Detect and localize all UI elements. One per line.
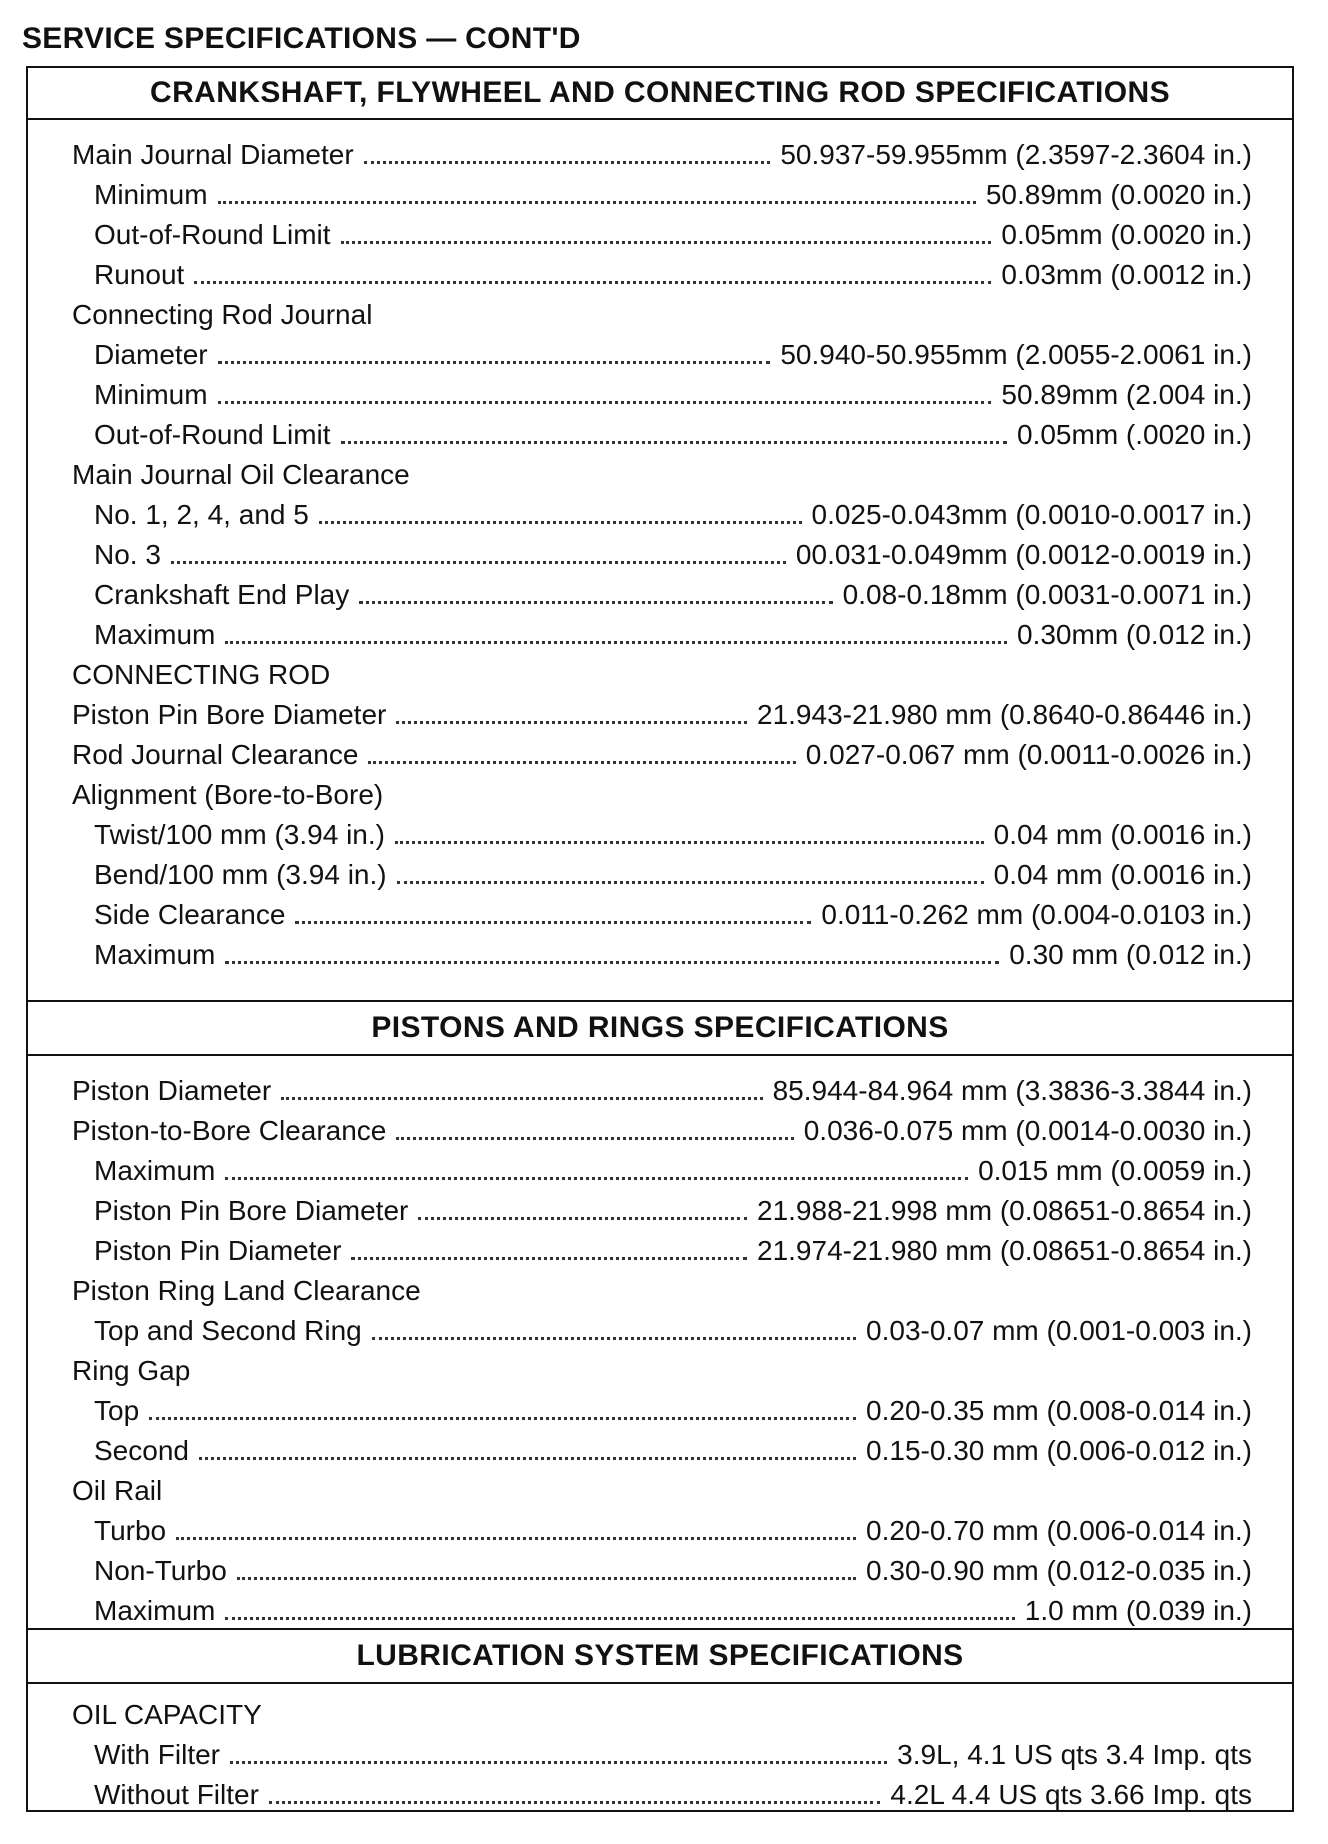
section-rows-lubrication xyxy=(72,1692,1252,1812)
dot-leader xyxy=(372,1336,856,1340)
spec-value: 0.03-0.07 mm (0.001-0.003 in.) xyxy=(866,1315,1252,1346)
dot-leader xyxy=(149,1416,856,1420)
spec-row xyxy=(72,1548,1252,1588)
section-rows-pistons xyxy=(72,1068,1252,1628)
spec-label: Twist/100 mm (3.94 in.) xyxy=(94,819,385,850)
dot-leader xyxy=(225,640,1007,644)
spec-label: Oil Rail xyxy=(72,1475,163,1506)
spec-value: 0.08-0.18mm (0.0031-0.0071 in.) xyxy=(842,579,1252,610)
dot-leader xyxy=(418,1216,747,1220)
dot-leader xyxy=(218,400,992,404)
spec-label: No. 3 xyxy=(94,539,161,570)
spec-label: Rod Journal Clearance xyxy=(72,739,359,770)
spec-label: Piston-to-Bore Clearance xyxy=(72,1115,387,1146)
spec-value: 0.05mm (0.0020 in.) xyxy=(1001,219,1252,250)
dot-leader xyxy=(199,1456,856,1460)
spec-group-heading xyxy=(72,1348,1252,1388)
spec-value: 0.30mm (0.012 in.) xyxy=(1017,619,1252,650)
spec-label: Top xyxy=(94,1395,140,1426)
dot-leader xyxy=(237,1576,856,1580)
spec-label: Second xyxy=(94,1435,189,1466)
spec-value: 21.974-21.980 mm (0.08651-0.8654 in.) xyxy=(757,1235,1252,1266)
dot-leader xyxy=(176,1536,856,1540)
spec-value: 0.20-0.35 mm (0.008-0.014 in.) xyxy=(866,1395,1252,1426)
dot-leader xyxy=(281,1096,762,1100)
spec-label: Piston Pin Bore Diameter xyxy=(94,1195,409,1226)
spec-value: 0.04 mm (0.0016 in.) xyxy=(993,859,1252,890)
spec-row xyxy=(72,612,1252,652)
spec-row xyxy=(72,1428,1252,1468)
spec-row xyxy=(72,1188,1252,1228)
spec-label: Crankshaft End Play xyxy=(94,579,350,610)
specifications-table xyxy=(26,66,1294,1812)
spec-label: Piston Pin Bore Diameter xyxy=(72,699,387,730)
spec-row xyxy=(72,532,1252,572)
section-rows-crankshaft xyxy=(72,132,1252,972)
spec-row xyxy=(72,932,1252,972)
dot-leader xyxy=(396,1136,793,1140)
spec-group-heading xyxy=(72,1268,1252,1308)
spec-label: Top and Second Ring xyxy=(94,1315,362,1346)
dot-leader xyxy=(225,960,999,964)
spec-value: 0.03mm (0.0012 in.) xyxy=(1001,259,1252,290)
spec-row xyxy=(72,1388,1252,1428)
spec-value: 50.937-59.955mm (2.3597-2.3604 in.) xyxy=(780,139,1252,170)
dot-leader xyxy=(194,280,991,284)
dot-leader xyxy=(319,520,802,524)
dot-leader xyxy=(351,1256,747,1260)
spec-row xyxy=(72,132,1252,172)
spec-value: 85.944-84.964 mm (3.3836-3.3844 in.) xyxy=(772,1075,1252,1106)
spec-label: Ring Gap xyxy=(72,1355,191,1386)
spec-value: 0.027-0.067 mm (0.0011-0.0026 in.) xyxy=(805,739,1252,770)
section-header-pistons: PISTONS AND RINGS SPECIFICATIONS xyxy=(28,1000,1292,1056)
spec-label: No. 1, 2, 4, and 5 xyxy=(94,499,309,530)
spec-value: 0.025-0.043mm (0.0010-0.0017 in.) xyxy=(811,499,1252,530)
spec-label: Piston Ring Land Clearance xyxy=(72,1275,421,1306)
dot-leader xyxy=(397,880,984,884)
spec-label: Maximum xyxy=(94,1155,216,1186)
spec-label: Piston Diameter xyxy=(72,1075,272,1106)
spec-value: 1.0 mm (0.039 in.) xyxy=(1024,1595,1252,1626)
spec-label: Maximum xyxy=(94,1595,216,1626)
spec-label: With Filter xyxy=(94,1739,220,1770)
spec-row xyxy=(72,1508,1252,1548)
dot-leader xyxy=(341,440,1007,444)
dot-leader xyxy=(396,720,747,724)
spec-label: Main Journal Diameter xyxy=(72,139,354,170)
spec-row xyxy=(72,572,1252,612)
spec-row xyxy=(72,332,1252,372)
spec-label: OIL CAPACITY xyxy=(72,1699,262,1730)
spec-row xyxy=(72,732,1252,772)
spec-row xyxy=(72,1108,1252,1148)
dot-leader xyxy=(171,560,786,564)
dot-leader xyxy=(364,160,771,164)
dot-leader xyxy=(230,1760,887,1764)
spec-value: 50.89mm (2.004 in.) xyxy=(1001,379,1252,410)
spec-value: 0.20-0.70 mm (0.006-0.014 in.) xyxy=(866,1515,1252,1546)
spec-value: 21.943-21.980 mm (0.8640-0.86446 in.) xyxy=(757,699,1252,730)
spec-row xyxy=(72,1588,1252,1628)
spec-value: 0.036-0.075 mm (0.0014-0.0030 in.) xyxy=(803,1115,1252,1146)
spec-row xyxy=(72,1068,1252,1108)
spec-label: Maximum xyxy=(94,939,216,970)
spec-label: Diameter xyxy=(94,339,208,370)
spec-value: 4.2L 4.4 US qts 3.66 Imp. qts xyxy=(890,1779,1252,1810)
spec-row xyxy=(72,812,1252,852)
spec-group-heading xyxy=(72,652,1252,692)
spec-label: Out-of-Round Limit xyxy=(94,219,331,250)
spec-row xyxy=(72,372,1252,412)
spec-row xyxy=(72,1228,1252,1268)
spec-group-heading xyxy=(72,1468,1252,1508)
spec-value: 3.9L, 4.1 US qts 3.4 Imp. qts xyxy=(897,1739,1252,1770)
spec-label: Without Filter xyxy=(94,1779,259,1810)
spec-value: 0.30-0.90 mm (0.012-0.035 in.) xyxy=(866,1555,1252,1586)
spec-value: 50.89mm (0.0020 in.) xyxy=(985,179,1252,210)
spec-value: 0.011-0.262 mm (0.004-0.0103 in.) xyxy=(821,899,1252,930)
spec-label: CONNECTING ROD xyxy=(72,659,331,690)
spec-row xyxy=(72,692,1252,732)
spec-label: Connecting Rod Journal xyxy=(72,299,373,330)
spec-value: 00.031-0.049mm (0.0012-0.0019 in.) xyxy=(795,539,1252,570)
spec-value: 0.015 mm (0.0059 in.) xyxy=(978,1155,1252,1186)
spec-group-heading xyxy=(72,1692,1252,1732)
spec-label: Alignment (Bore-to-Bore) xyxy=(72,779,384,810)
dot-leader xyxy=(341,240,992,244)
dot-leader xyxy=(269,1800,880,1804)
spec-label: Side Clearance xyxy=(94,899,286,930)
spec-row xyxy=(72,1772,1252,1812)
dot-leader xyxy=(225,1176,968,1180)
spec-label: Piston Pin Diameter xyxy=(94,1235,342,1266)
spec-row xyxy=(72,172,1252,212)
spec-row xyxy=(72,212,1252,252)
dot-leader xyxy=(218,200,976,204)
spec-row xyxy=(72,1148,1252,1188)
page-title: SERVICE SPECIFICATIONS — CONT'D xyxy=(22,22,581,55)
spec-label: Minimum xyxy=(94,379,208,410)
dot-leader xyxy=(368,760,795,764)
spec-label: Minimum xyxy=(94,179,208,210)
dot-leader xyxy=(359,600,832,604)
spec-value: 0.15-0.30 mm (0.006-0.012 in.) xyxy=(866,1435,1252,1466)
spec-group-heading xyxy=(72,772,1252,812)
dot-leader xyxy=(395,840,984,844)
spec-row xyxy=(72,412,1252,452)
dot-leader xyxy=(295,920,811,924)
spec-value: 50.940-50.955mm (2.0055-2.0061 in.) xyxy=(780,339,1252,370)
spec-row xyxy=(72,1732,1252,1772)
spec-row xyxy=(72,852,1252,892)
dot-leader xyxy=(225,1616,1014,1620)
spec-row xyxy=(72,492,1252,532)
spec-value: 0.30 mm (0.012 in.) xyxy=(1009,939,1252,970)
spec-row xyxy=(72,892,1252,932)
spec-value: 0.04 mm (0.0016 in.) xyxy=(993,819,1252,850)
spec-group-heading xyxy=(72,452,1252,492)
spec-label: Maximum xyxy=(94,619,216,650)
dot-leader xyxy=(218,360,771,364)
spec-label: Main Journal Oil Clearance xyxy=(72,459,410,490)
spec-label: Runout xyxy=(94,259,185,290)
section-header-crankshaft: CRANKSHAFT, FLYWHEEL AND CONNECTING ROD SPECIFICATIONS xyxy=(28,68,1292,120)
spec-label: Non-Turbo xyxy=(94,1555,227,1586)
spec-row xyxy=(72,252,1252,292)
spec-label: Turbo xyxy=(94,1515,167,1546)
spec-value: 0.05mm (.0020 in.) xyxy=(1017,419,1252,450)
spec-label: Out-of-Round Limit xyxy=(94,419,331,450)
spec-value: 21.988-21.998 mm (0.08651-0.8654 in.) xyxy=(757,1195,1252,1226)
spec-row xyxy=(72,1308,1252,1348)
section-header-lubrication: LUBRICATION SYSTEM SPECIFICATIONS xyxy=(28,1628,1292,1684)
spec-label: Bend/100 mm (3.94 in.) xyxy=(94,859,387,890)
spec-group-heading xyxy=(72,292,1252,332)
